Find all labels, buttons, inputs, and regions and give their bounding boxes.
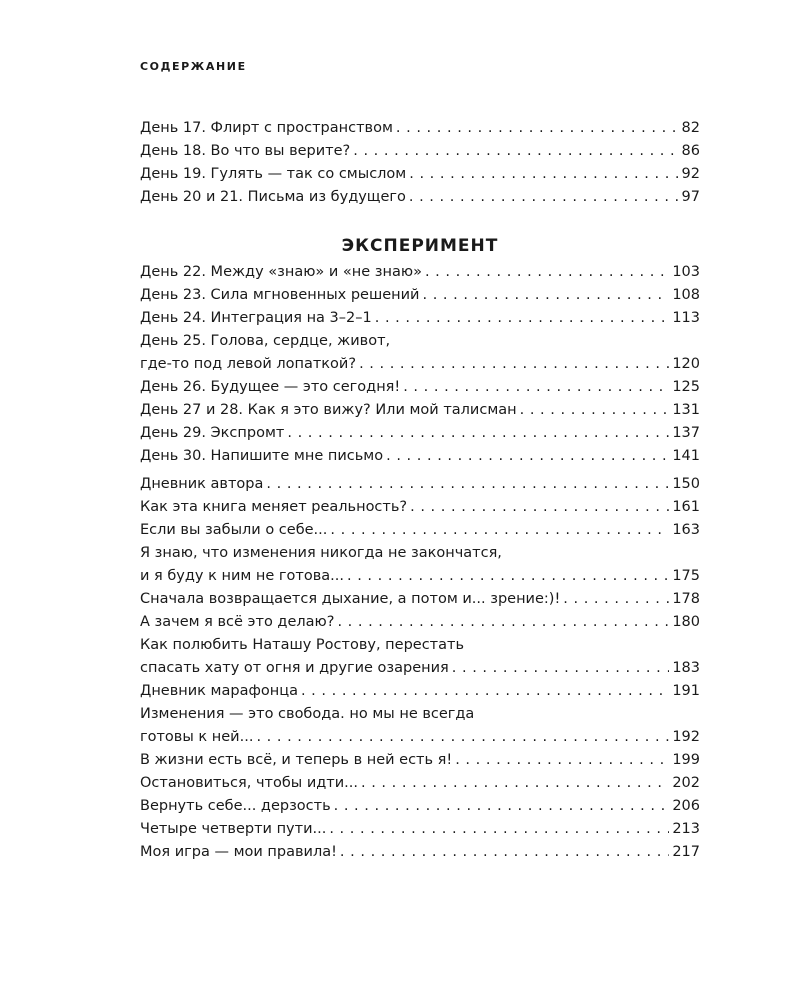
toc-entry-page: 103	[672, 264, 700, 280]
section-heading-block	[140, 233, 700, 259]
dot-leader	[256, 726, 669, 749]
dot-leader	[266, 473, 669, 496]
toc-entry-page: 192	[672, 729, 700, 745]
toc-entry	[140, 140, 700, 163]
toc-entry-title: День 22. Между «знаю» и «не знаю»	[140, 264, 422, 280]
toc-entry-page: 86	[681, 143, 700, 159]
toc-entry	[140, 284, 700, 307]
toc-entry-page: 161	[672, 499, 700, 515]
toc-entry	[140, 818, 700, 841]
running-head: СОДЕРЖАНИЕ	[140, 60, 247, 73]
dot-leader	[334, 795, 670, 818]
dot-leader	[409, 163, 678, 186]
toc-entry	[140, 841, 700, 864]
toc-entry-page: 113	[672, 310, 700, 326]
toc-group-1	[140, 117, 700, 209]
dot-leader	[301, 680, 669, 703]
toc-entry	[140, 261, 700, 284]
toc-entry	[140, 445, 700, 468]
dot-leader	[361, 772, 669, 795]
section-heading: ЭКСПЕРИМЕНТ	[341, 236, 499, 256]
toc-entry-title: Если вы забыли о себе...	[140, 522, 328, 538]
toc-entry-page: 131	[672, 402, 700, 418]
toc-entry-title-line1: Изменения — это свобода. но мы не всегда	[140, 706, 475, 722]
dot-leader	[452, 657, 670, 680]
toc-entry-page: 178	[672, 591, 700, 607]
toc-entry-title: День 18. Во что вы верите?	[140, 143, 351, 159]
toc-entry	[140, 376, 700, 399]
toc-entry	[140, 749, 700, 772]
dot-leader	[375, 307, 670, 330]
toc-entry	[140, 611, 700, 634]
toc-entry-title: Дневник автора	[140, 476, 264, 492]
dot-leader	[353, 140, 678, 163]
toc-entry	[140, 353, 700, 376]
toc-entry-title: В жизни есть всё, и теперь в ней есть я!	[140, 752, 453, 768]
dot-leader	[287, 422, 669, 445]
toc-entry	[140, 680, 700, 703]
toc-entry-page: 150	[672, 476, 700, 492]
toc-entry	[140, 657, 700, 680]
toc-entry-title-line1: Я знаю, что изменения никогда не закончатся,	[140, 545, 502, 561]
dot-leader	[386, 445, 669, 468]
toc-entry-page: 202	[672, 775, 700, 791]
toc-entry-title: Сначала возвращается дыхание, а потом и... зрение:)!	[140, 591, 561, 607]
toc-entry-title: спасать хату от огня и другие озарения	[140, 660, 449, 676]
dot-leader	[403, 376, 669, 399]
toc-entry-title: День 27 и 28. Как я это вижу? Или мой талисман	[140, 402, 517, 418]
toc-entry-page: 163	[672, 522, 700, 538]
toc-entry	[140, 422, 700, 445]
toc-entry-title: День 29. Экспромт	[140, 425, 285, 441]
toc-entry	[140, 795, 700, 818]
toc-entry-title: День 23. Сила мгновенных решений	[140, 287, 420, 303]
toc-entry	[140, 726, 700, 749]
toc-entry-title: А зачем я всё это делаю?	[140, 614, 335, 630]
toc-entry-page: 125	[672, 379, 700, 395]
toc-entry-page: 199	[672, 752, 700, 768]
toc-entry-title-line1: День 25. Голова, сердце, живот,	[140, 333, 391, 349]
toc-entry	[140, 163, 700, 186]
toc-entry-title: Вернуть себе... дерзость	[140, 798, 331, 814]
dot-leader	[520, 399, 670, 422]
toc-entry-page: 217	[672, 844, 700, 860]
toc-entry	[140, 565, 700, 588]
dot-leader	[337, 611, 669, 634]
toc-entry-title: День 24. Интеграция на 3–2–1	[140, 310, 372, 326]
toc-entry-title: День 17. Флирт с пространством	[140, 120, 393, 136]
toc-entry-page: 180	[672, 614, 700, 630]
toc-entry-page: 82	[681, 120, 700, 136]
toc-entry	[140, 399, 700, 422]
toc-entry-page: 92	[681, 166, 700, 182]
toc-entry-page: 108	[672, 287, 700, 303]
toc-entry-page: 206	[672, 798, 700, 814]
toc-entry-title: Как эта книга меняет реальность?	[140, 499, 408, 515]
dot-leader	[330, 519, 669, 542]
toc-entry-page: 120	[672, 356, 700, 372]
dot-leader	[410, 496, 669, 519]
dot-leader	[409, 186, 679, 209]
toc-entry	[140, 496, 700, 519]
toc-entry	[140, 186, 700, 209]
toc-entry-title: Дневник марафонца	[140, 683, 298, 699]
toc-entry-title: и я буду к ним не готова...	[140, 568, 344, 584]
toc-entry	[140, 588, 700, 611]
toc-entry-title: День 20 и 21. Письма из будущего	[140, 189, 406, 205]
toc-entry-title: где-то под левой лопаткой?	[140, 356, 357, 372]
toc-entry	[140, 307, 700, 330]
toc-entry-page: 97	[681, 189, 700, 205]
toc-entry-title-line1: Как полюбить Наташу Ростову, перестать	[140, 637, 464, 653]
toc-entry-title: День 19. Гулять — так со смыслом	[140, 166, 407, 182]
toc-entry	[140, 473, 700, 496]
toc-entry-page: 183	[672, 660, 700, 676]
dot-leader	[422, 284, 669, 307]
toc-entry-page: 175	[672, 568, 700, 584]
toc-entry-title: Четыре четверти пути...	[140, 821, 327, 837]
toc-entry-page: 213	[672, 821, 700, 837]
toc-entry-page: 137	[672, 425, 700, 441]
toc-entry-title: готовы к ней...	[140, 729, 254, 745]
dot-leader	[347, 565, 669, 588]
toc-entry-title: Остановиться, чтобы идти...	[140, 775, 358, 791]
dot-leader	[396, 117, 679, 140]
toc-group-3	[140, 473, 700, 864]
toc-entry-title: Моя игра — мои правила!	[140, 844, 337, 860]
dot-leader	[340, 841, 669, 864]
dot-leader	[359, 353, 669, 376]
toc-entry-page: 141	[672, 448, 700, 464]
toc-entry	[140, 117, 700, 140]
toc-entry-title: День 26. Будущее — это сегодня!	[140, 379, 401, 395]
dot-leader	[455, 749, 669, 772]
toc-entry-page: 191	[672, 683, 700, 699]
toc-entry	[140, 519, 700, 542]
dot-leader	[425, 261, 669, 284]
dot-leader	[563, 588, 669, 611]
dot-leader	[329, 818, 669, 841]
toc-entry-title: День 30. Напишите мне письмо	[140, 448, 384, 464]
toc-group-2	[140, 261, 700, 468]
toc-entry	[140, 772, 700, 795]
